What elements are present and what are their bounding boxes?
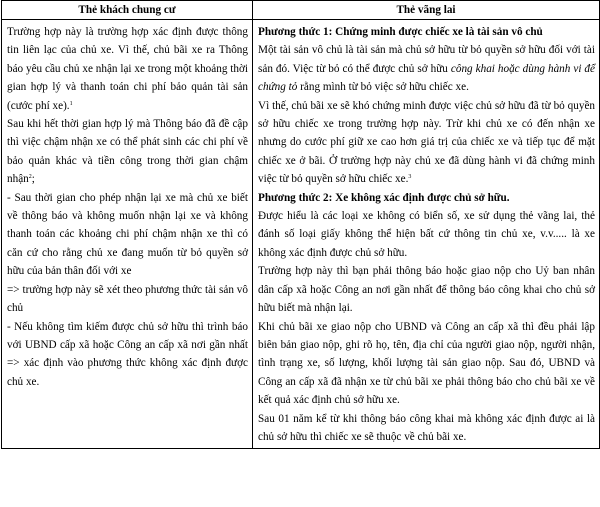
visitor-paragraph-1: Một tài sản vô chủ là tài sản mà chủ sở hữu từ bỏ quyền sở hữu đối với tài sản đó. Việc từ bỏ có thể được chủ sở hữu công khai hoặc dùng hành vi để chứng tỏ rằng mình từ bỏ việc sở hữu chiếc xe. [258, 44, 595, 94]
header-resident-card: Thẻ khách chung cư [2, 1, 253, 20]
resident-paragraph-1: Trường hợp này là trường hợp xác định được thông tin liên lạc của chủ xe. Vì thế, chủ bãi xe ra Thông báo yêu cầu chủ xe nhận lại xe trong một khoảng thời gian hợp lý và thanh toán chi phí bảo quản tài sản (cước phí xe).$^1$ [7, 26, 248, 112]
visitor-paragraph-4: Trường hợp này thì bạn phải thông báo hoặc giao nộp cho Uỷ ban nhân dân cấp xã hoặc Công an nơi gần nhất để thông báo công khai cho chủ sở hữu biết mà nhận lại. [258, 265, 595, 315]
resident-paragraph-2: Sau khi hết thời gian hợp lý mà Thông báo đã đề cập thì việc chậm nhận xe có thể phát sinh các chi phí về bảo quản khác và tiền công trong thời gian chậm nhận$^2$; [7, 118, 248, 186]
header-visitor-card: Thẻ vãng lai [253, 1, 600, 20]
footnote-ref-3: 3 [408, 174, 412, 181]
content-row [2, 20, 600, 449]
header-row [2, 1, 600, 20]
visitor-paragraph-6: Sau 01 năm kể từ khi thông báo công khai mà không xác định được ai là chủ sở hữu thì chiếc xe sẽ thuộc về chủ bãi xe. [258, 412, 595, 443]
method-2-heading: Phương thức 2: Xe không xác định được chủ sở hữu. [258, 191, 510, 204]
resident-paragraph-4: => trường hợp này sẽ xét theo phương thức tài sản vô chủ [7, 283, 248, 315]
footnote-ref-2: 2 [28, 174, 32, 181]
comparison-table [1, 0, 600, 449]
visitor-card-cell [253, 20, 600, 449]
resident-paragraph-5: - Nếu không tìm kiếm được chủ sở hữu thì trình báo với UBND cấp xã hoặc Công an cấp xã nơi gần nhất => xác định vào phương thức không xác định được chủ xe. [7, 320, 248, 388]
visitor-paragraph-3: Được hiểu là các loại xe không có biển số, xe sử dụng thẻ vãng lai, thẻ đánh số loại giấy không thể hiện bất cứ thông tin chủ xe, v.v..... là xe không xác định được chủ sở hữu. [258, 210, 595, 259]
visitor-paragraph-2: Vì thế, chủ bãi xe sẽ khó chứng minh được việc chủ sở hữu đã từ bỏ quyền sở hữu chiếc xe trong trường hợp này. Trừ khi chủ xe có đến nhận xe nhưng do cước phí giữ xe cao hơn giá trị của chiếc xe và tiếp tục để mặt chiếc xe ở bãi. Ở trường hợp này chủ xe đã dùng hành vi đã chứng minh việc từ bỏ quyền sở hữu chiếc xe.$^3$ [258, 99, 595, 186]
visitor-paragraph-5: Khi chủ bãi xe giao nộp cho UBND và Công an cấp xã thì đều phải lập biên bản giao nộp, ghi rõ họ, tên, địa chỉ của người giao nộp, người nhận, tình trạng xe, số lượng, khối lượng tài sản giao nộp. Sau đó, UBND và Công an cấp xã đã nhận xe từ chủ bãi xe phải thông báo cho chủ bãi xe về kết quả xác định chủ sở hữu xe. [258, 320, 595, 407]
footnote-ref-1: 1 [69, 100, 73, 107]
resident-paragraph-3: - Sau thời gian cho phép nhận lại xe mà chủ xe biết về thông báo và không muốn nhận lại xe và không thanh toán các khoảng chi phí chậm nhận xe thì có căn cứ cho rằng chủ xe đang muốn từ bỏ quyền sở hữu của bản thân đối với xe [7, 191, 248, 278]
method-1-heading: Phương thức 1: Chứng minh được chiếc xe là tài sản vô chủ [258, 26, 543, 38]
resident-card-cell [2, 20, 253, 449]
